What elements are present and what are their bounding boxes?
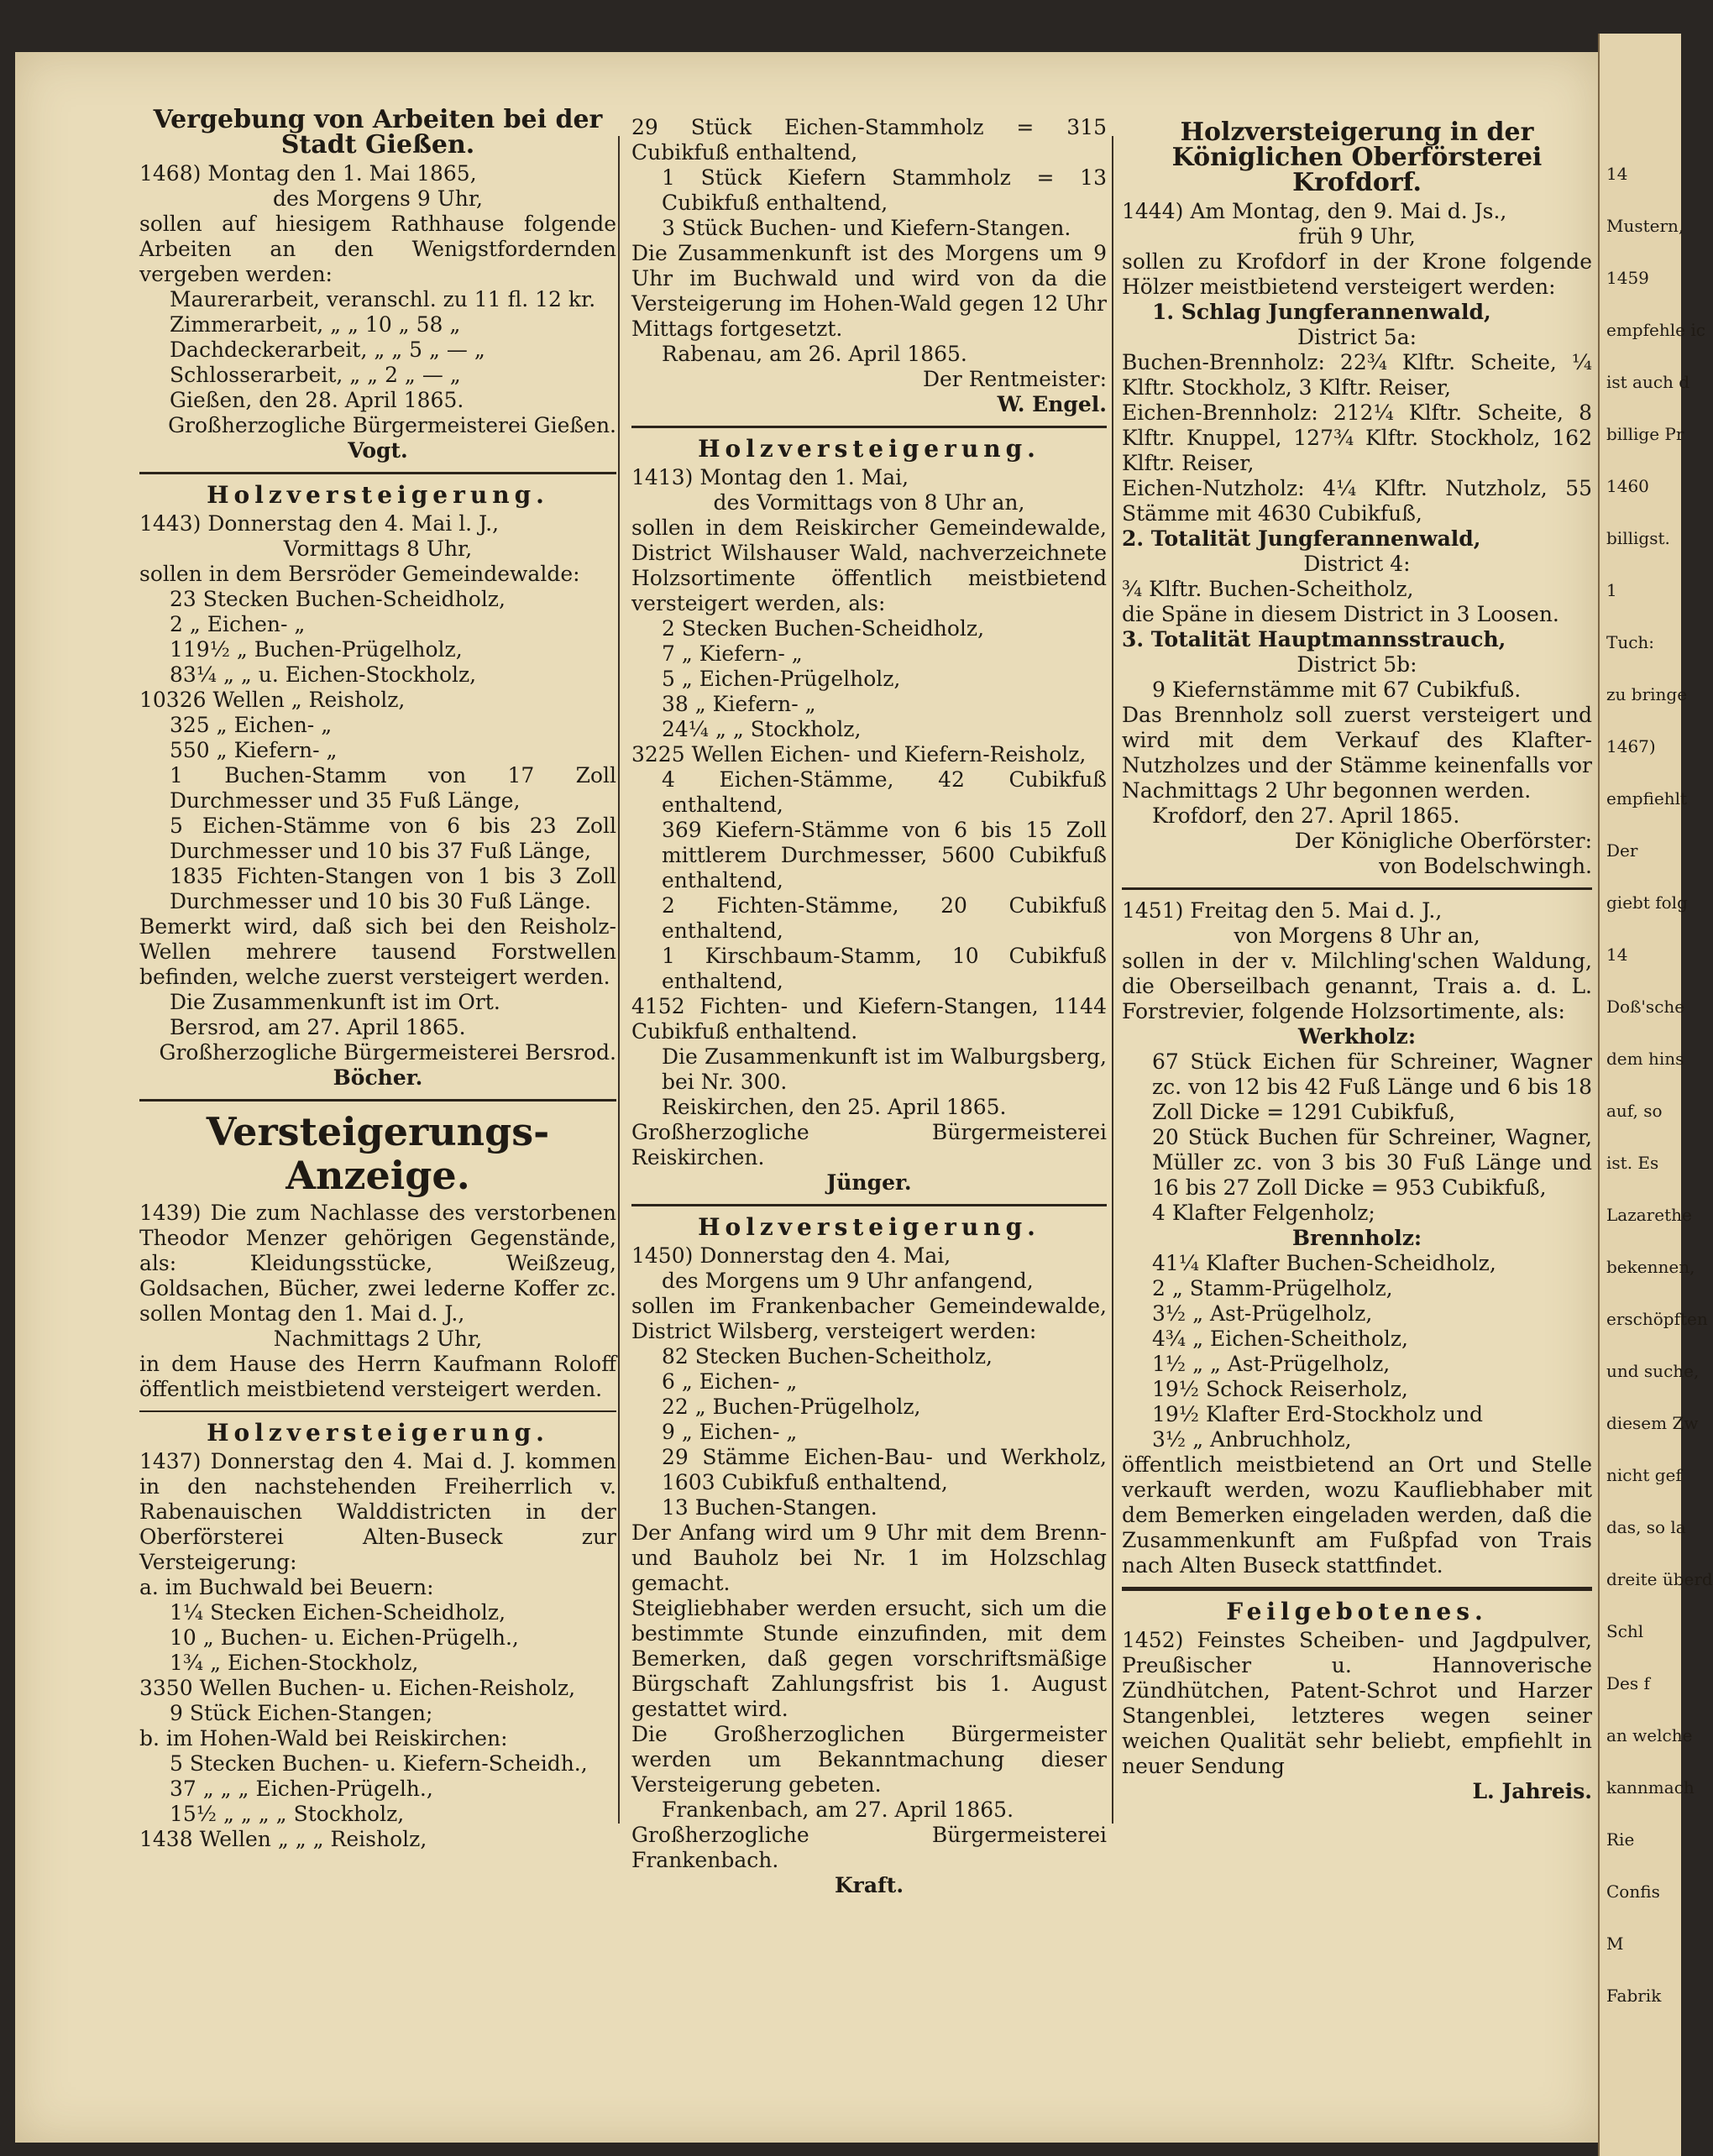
notice-1413	[631, 437, 1107, 1196]
notice-signature: Großherzogliche Bürgermeisterei Frankenbach.	[631, 1823, 1107, 1872]
notice-line: Bersrod, am 27. April 1865.	[170, 1015, 466, 1039]
adjacent-page-fragment: 1	[1606, 580, 1617, 600]
list-item: 3½ „ Ast-Prügelholz,	[1152, 1301, 1373, 1326]
notice-line: des Vormittags von 8 Uhr an,	[713, 490, 1025, 515]
adjacent-page-fragment: Doß'sche	[1606, 997, 1685, 1017]
list-item: 13 Buchen-Stangen.	[662, 1495, 877, 1520]
adjacent-page-fragment: auf, so	[1606, 1101, 1663, 1121]
list-item: 24¼ „ „ Stockholz,	[662, 717, 862, 741]
list-item: 29 Stämme Eichen-Bau- und Werkholz, 1603 Cubikfuß enthaltend,	[662, 1445, 1107, 1494]
adjacent-page-fragment: erschöpften	[1606, 1309, 1708, 1329]
section-divider	[139, 472, 616, 474]
notice-subheading: 2. Totalität Jungferannenwald,	[1122, 526, 1481, 551]
adjacent-page-fragment: dreite überd	[1606, 1569, 1713, 1589]
notice-subheading: 3. Totalität Hauptmannsstrauch,	[1122, 627, 1506, 652]
notice-title: Holzversteigerung.	[698, 1213, 1040, 1241]
adjacent-page-fragment: Tuch:	[1606, 632, 1655, 652]
notice-1443	[139, 483, 616, 1091]
list-item: 6 „ Eichen- „	[662, 1369, 798, 1394]
adjacent-page-fragment: kannmach	[1606, 1777, 1695, 1798]
notice-signature: von Bodelschwingh.	[1379, 854, 1592, 878]
notice-signature: Vogt.	[348, 438, 408, 463]
notice-signature: W. Engel.	[997, 392, 1107, 416]
list-item: 1 Buchen-Stamm von 17 Zoll Durchmesser und 35 Fuß Länge,	[170, 763, 616, 813]
notice-1437-continued	[631, 115, 1107, 417]
adjacent-page-fragment: das, so la	[1606, 1517, 1686, 1537]
notice-line: des Morgens um 9 Uhr anfangend,	[662, 1269, 1034, 1293]
notice-signature: Der Rentmeister:	[922, 367, 1107, 391]
adjacent-page-fragment: empfiehlt	[1606, 788, 1688, 808]
column-1	[139, 102, 616, 1852]
notice-line: Krofdorf, den 27. April 1865.	[1152, 803, 1460, 828]
notice-title: Holzversteigerung.	[698, 435, 1040, 463]
adjacent-page-fragment: giebt folg	[1606, 892, 1688, 913]
notice-line: 1437) Donnerstag den 4. Mai d. J. kommen in den nachstehenden Freiherrlich v. Rabenauischen Walddistricten in der Oberförsterei Alten-Buseck zur Versteigerung:	[139, 1449, 616, 1574]
list-item: 4¾ „ Eichen-Scheitholz,	[1152, 1327, 1409, 1351]
notice-signature: Kraft.	[834, 1873, 904, 1897]
notice-line: Das Brennholz soll zuerst versteigert und wird mit dem Verkauf des Klafter-Nutzholzes und der Stämme keinenfalls vor Nachmittags 2 Uhr begonnen werden.	[1122, 703, 1592, 803]
notice-line: Gießen, den 28. April 1865.	[170, 388, 464, 412]
adjacent-page-fragment: Rie	[1606, 1829, 1635, 1850]
adjacent-page-fragment: Lazarethe	[1606, 1205, 1692, 1225]
section-divider	[1122, 1587, 1592, 1591]
notice-line: Dachdeckerarbeit, „ „ 5 „ — „	[170, 338, 485, 362]
list-item: 7 „ Kiefern- „	[662, 641, 803, 666]
list-item: 2 „ Stamm-Prügelholz,	[1152, 1276, 1393, 1300]
notice-1468	[139, 107, 616, 463]
section-divider	[1122, 887, 1592, 890]
list-item: 67 Stück Eichen für Schreiner, Wagner zc. von 12 bis 42 Fuß Länge und 6 bis 18 Zoll Dicke = 1291 Cubikfuß,	[1152, 1049, 1592, 1124]
list-item: 3350 Wellen Buchen- u. Eichen-Reisholz,	[139, 1676, 576, 1700]
list-item: 10 „ Buchen- u. Eichen-Prügelh.,	[170, 1625, 519, 1650]
notice-1452	[1122, 1599, 1592, 1804]
notice-line: Maurerarbeit, veranschl. zu 11 fl. 12 kr.	[170, 287, 596, 311]
list-item: 10326 Wellen „ Reisholz,	[139, 688, 406, 712]
notice-line: in dem Hause des Herrn Kaufmann Roloff öffentlich meistbietend versteigert werden.	[139, 1352, 616, 1401]
list-item: 2 „ Eichen- „	[170, 612, 306, 636]
notice-line: öffentlich meistbietend an Ort und Stelle verkauft werden, wozu Kaufliebhaber mit dem Bemerken eingeladen werden, daß die Zusammenkunft am Fußpfad von Trais nach Alten Buseck stattfindet.	[1122, 1452, 1592, 1578]
list-item: 9 „ Eichen- „	[662, 1420, 798, 1444]
notice-line: sollen in dem Bersröder Gemeindewalde:	[139, 562, 580, 586]
adjacent-page-fragment: M	[1606, 1934, 1624, 1954]
list-item: 3225 Wellen Eichen- und Kiefern-Reisholz,	[631, 742, 1087, 767]
notice-subheading: District 4:	[1303, 552, 1411, 576]
adjacent-page-fragment: 1467)	[1606, 736, 1656, 756]
adjacent-page-fragment: ist. Es	[1606, 1153, 1659, 1173]
list-item: 325 „ Eichen- „	[170, 713, 333, 737]
notice-title: Holzversteigerung in der Königlichen Oberförsterei Krofdorf.	[1171, 118, 1543, 197]
adjacent-page-fragment: und suche,	[1606, 1361, 1700, 1381]
list-item: 4 Klafter Felgenholz;	[1152, 1201, 1375, 1225]
section-title: Feilgebotenes.	[1226, 1598, 1488, 1625]
notice-line: Der Anfang wird um 9 Uhr mit dem Brenn- und Bauholz bei Nr. 1 im Holzschlag gemacht.	[631, 1520, 1107, 1595]
list-item: 9 Kiefernstämme mit 67 Cubikfuß.	[1152, 678, 1522, 702]
notice-line: 1444) Am Montag, den 9. Mai d. Js.,	[1122, 199, 1507, 223]
notice-subheading: Brennholz:	[1291, 1226, 1422, 1250]
adjacent-page-edge	[1598, 34, 1713, 2156]
list-item: Eichen-Brennholz: 212¼ Klftr. Scheite, 8 Klftr. Knuppel, 127¾ Klftr. Stockholz, 162 Klftr. Reiser,	[1122, 400, 1592, 475]
list-item: 3½ „ Anbruchholz,	[1152, 1427, 1352, 1452]
adjacent-page-fragment: Der	[1606, 840, 1638, 861]
notice-signature: Böcher.	[333, 1065, 423, 1090]
list-item: 37 „ „ „ Eichen-Prügelh.,	[170, 1777, 433, 1801]
adjacent-page-fragment: zu bringe	[1606, 684, 1688, 704]
column-rule	[618, 136, 620, 1824]
notice-subheading: District 5b:	[1297, 652, 1417, 677]
list-item: 83¼ „ „ u. Eichen-Stockholz,	[170, 662, 477, 687]
list-item: 1¾ „ Eichen-Stockholz,	[170, 1651, 419, 1675]
adjacent-page-fragment: billige Pr	[1606, 424, 1684, 444]
list-item: 5 Stecken Buchen- u. Kiefern-Scheidh.,	[170, 1751, 588, 1776]
notice-line: Bemerkt wird, daß sich bei den Reisholz-Wellen mehrere tausend Forstwellen befinden, welche zuerst versteigert werden.	[139, 914, 616, 989]
list-item: Buchen-Brennholz: 22¾ Klftr. Scheite, ¼ Klftr. Stockholz, 3 Klftr. Reiser,	[1122, 350, 1592, 400]
notice-subheading: Werkholz:	[1297, 1024, 1417, 1049]
notice-line: sollen in dem Reiskircher Gemeindewalde, District Wilshauser Wald, nachverzeichnete Holzsortimente öffentlich meistbietend versteigert werden, als:	[631, 515, 1107, 615]
list-item: 369 Kiefern-Stämme von 6 bis 15 Zoll mittlerem Durchmesser, 5600 Cubikfuß enthaltend,	[662, 818, 1107, 892]
notice-line: Vormittags 8 Uhr,	[283, 536, 473, 561]
newspaper-page	[15, 52, 1598, 2143]
list-item: 1 Stück Kiefern Stammholz = 13 Cubikfuß enthaltend,	[662, 165, 1107, 215]
list-item: 23 Stecken Buchen-Scheidholz,	[170, 587, 506, 611]
notice-line: Schlosserarbeit, „ „ 2 „ — „	[170, 363, 461, 387]
notice-line: Die Zusammenkunft ist im Walburgsberg, bei Nr. 300.	[662, 1044, 1107, 1094]
notice-title: Holzversteigerung.	[207, 481, 549, 509]
notice-title: Versteigerungs-Anzeige.	[206, 1109, 550, 1198]
list-item: 19½ Klafter Erd-Stockholz und	[1152, 1402, 1484, 1426]
adjacent-page-fragment: billigst.	[1606, 528, 1670, 548]
adjacent-page-fragment: 1459	[1606, 268, 1649, 288]
notice-line: sollen in der v. Milchling'schen Waldung, die Oberseilbach genannt, Trais a. d. L. Forstrevier, folgende Holzsortimente, als:	[1122, 949, 1592, 1023]
notice-line: Steigliebhaber werden ersucht, sich um die bestimmte Stunde einzufinden, mit dem Bemerken, daß gegen vorschriftsmäßige Bürgschaft Zahlungsfrist bis 1. August gestattet wird.	[631, 1596, 1107, 1721]
notice-subheading: a. im Buchwald bei Beuern:	[139, 1575, 434, 1599]
list-item: 2 Stecken Buchen-Scheidholz,	[662, 616, 985, 641]
list-item: 41¼ Klafter Buchen-Scheidholz,	[1152, 1251, 1496, 1275]
notice-line: 1452) Feinstes Scheiben- und Jagdpulver, Preußischer u. Hannoverische Zündhütchen, Patent-Schrot und Harzer Stangenblei, letzteres wegen seiner weichen Qualität sehr beliebt, empfiehlt in neuer Sendung	[1122, 1628, 1592, 1778]
list-item: Eichen-Nutzholz: 4¼ Klftr. Nutzholz, 55 Stämme mit 4630 Cubikfuß,	[1122, 476, 1592, 526]
notice-1450	[631, 1215, 1107, 1898]
adjacent-page-fragment: Schl	[1606, 1621, 1644, 1641]
list-item: 5 „ Eichen-Prügelholz,	[662, 667, 901, 691]
notice-1444	[1122, 120, 1592, 879]
notice-line: 1450) Donnerstag den 4. Mai,	[631, 1243, 951, 1268]
adjacent-page-fragment: Fabrik	[1606, 1986, 1662, 2006]
adjacent-page-fragment: 14	[1606, 164, 1628, 184]
list-item: 4 Eichen-Stämme, 42 Cubikfuß enthaltend,	[662, 767, 1107, 817]
list-item: 1 Kirschbaum-Stamm, 10 Cubikfuß enthaltend,	[662, 944, 1107, 993]
notice-line: 1439) Die zum Nachlasse des verstorbenen Theodor Menzer gehörigen Gegenstände, als: Kleidungsstücke, Weißzeug, Goldsachen, Bücher, zwei lederne Koffer zc. sollen Montag den 1. Mai d. J.,	[139, 1201, 616, 1326]
notice-line: Die Zusammenkunft ist des Morgens um 9 Uhr im Buchwald und wird von da die Versteigerung im Hohen-Wald gegen 12 Uhr Mittags fortgesetzt.	[631, 241, 1107, 341]
notice-line: Rabenau, am 26. April 1865.	[662, 342, 967, 366]
notice-1437	[139, 1421, 616, 1852]
list-item: 4152 Fichten- und Kiefern-Stangen, 1144 Cubikfuß enthaltend.	[631, 994, 1107, 1044]
adjacent-page-fragment: empfehle ic	[1606, 320, 1705, 340]
list-item: 15½ „ „ „ „ Stockholz,	[170, 1802, 405, 1826]
notice-subheading: District 5a:	[1297, 325, 1417, 349]
notice-signature: L. Jahreis.	[1472, 1779, 1592, 1803]
notice-signature: Großherzogliche Bürgermeisterei Gießen.	[168, 413, 616, 437]
adjacent-page-fragment: Des f	[1606, 1673, 1650, 1693]
notice-signature: Jünger.	[826, 1170, 912, 1195]
list-item: 550 „ Kiefern- „	[170, 738, 338, 762]
adjacent-page-fragment: Mustern,	[1606, 216, 1684, 236]
notice-signature: Der Königliche Oberförster:	[1294, 829, 1592, 853]
list-item: 29 Stück Eichen-Stammholz = 315 Cubikfuß enthaltend,	[631, 115, 1107, 165]
list-item: 1½ „ „ Ast-Prügelholz,	[1152, 1352, 1391, 1376]
notice-line: sollen im Frankenbacher Gemeindewalde, District Wilsberg, versteigert werden:	[631, 1294, 1107, 1343]
list-item: 1438 Wellen „ „ „ Reisholz,	[139, 1827, 427, 1851]
list-item: 1¼ Stecken Eichen-Scheidholz,	[170, 1600, 506, 1625]
notice-subheading: 1. Schlag Jungferannenwald,	[1152, 300, 1491, 324]
notice-line: Nachmittags 2 Uhr,	[273, 1327, 483, 1351]
adjacent-page-fragment: diesem Zw	[1606, 1413, 1699, 1433]
notice-line: Frankenbach, am 27. April 1865.	[662, 1798, 1014, 1822]
notice-line: sollen auf hiesigem Rathhause folgende Arbeiten an den Wenigstfordernden vergeben werden:	[139, 212, 616, 286]
notice-line: sollen zu Krofdorf in der Krone folgende Hölzer meistbietend versteigert werden:	[1122, 249, 1592, 299]
notice-line: Die Großherzoglichen Bürgermeister werden um Bekanntmachung dieser Versteigerung gebeten.	[631, 1722, 1107, 1797]
adjacent-page-fragment: dem hins	[1606, 1049, 1684, 1069]
section-divider	[631, 426, 1107, 428]
list-item: 20 Stück Buchen für Schreiner, Wagner, Müller zc. von 3 bis 30 Fuß Länge und 16 bis 27 Zoll Dicke = 953 Cubikfuß,	[1152, 1125, 1592, 1200]
list-item: 19½ Schock Reiserholz,	[1152, 1377, 1408, 1401]
list-item: 38 „ Kiefern- „	[662, 692, 816, 716]
notice-line: Die Zusammenkunft ist im Ort.	[170, 990, 500, 1014]
adjacent-page-fragment: 1460	[1606, 476, 1649, 496]
notice-signature: Großherzogliche Bürgermeisterei Bersrod.	[159, 1040, 616, 1065]
notice-line: Reiskirchen, den 25. April 1865.	[662, 1095, 1007, 1119]
notice-line: 1451) Freitag den 5. Mai d. J.,	[1122, 898, 1443, 923]
notice-line: 1468) Montag den 1. Mai 1865,	[139, 161, 477, 186]
list-item: 1835 Fichten-Stangen von 1 bis 3 Zoll Durchmesser und 10 bis 30 Fuß Länge.	[170, 864, 616, 913]
notice-line: des Morgens 9 Uhr,	[272, 186, 484, 211]
list-item: 82 Stecken Buchen-Scheitholz,	[662, 1344, 993, 1368]
notice-line: Zimmerarbeit, „ „ 10 „ 58 „	[170, 312, 461, 337]
list-item: ¾ Klftr. Buchen-Scheitholz,	[1122, 577, 1414, 601]
adjacent-page-fragment: Confis	[1606, 1881, 1660, 1902]
notice-line: 1413) Montag den 1. Mai,	[631, 465, 909, 489]
list-item: 9 Stück Eichen-Stangen;	[170, 1701, 433, 1725]
adjacent-page-fragment: 14	[1606, 945, 1628, 965]
list-item: die Späne in diesem District in 3 Loosen.	[1122, 602, 1559, 626]
adjacent-page-fragment: an welche	[1606, 1725, 1693, 1745]
column-rule	[1112, 136, 1113, 1824]
notice-1439	[139, 1110, 616, 1402]
list-item: 5 Eichen-Stämme von 6 bis 23 Zoll Durchmesser und 10 bis 37 Fuß Länge,	[170, 814, 616, 863]
list-item: 2 Fichten-Stämme, 20 Cubikfuß enthaltend,	[662, 893, 1107, 943]
notice-line: von Morgens 8 Uhr an,	[1234, 924, 1480, 948]
notice-1451	[1122, 898, 1592, 1578]
section-divider	[631, 1204, 1107, 1206]
column-3	[1122, 115, 1592, 1804]
adjacent-page-fragment: ist auch d	[1606, 372, 1690, 392]
column-2	[631, 115, 1107, 1898]
notice-subheading: b. im Hohen-Wald bei Reiskirchen:	[139, 1726, 508, 1750]
list-item: 119½ „ Buchen-Prügelholz,	[170, 637, 463, 662]
notice-signature: Großherzogliche Bürgermeisterei Reiskirchen.	[631, 1120, 1107, 1170]
section-divider	[139, 1410, 616, 1412]
notice-line: 1443) Donnerstag den 4. Mai l. J.,	[139, 511, 500, 536]
adjacent-page-fragment: bekennen,	[1606, 1257, 1695, 1277]
notice-line: früh 9 Uhr,	[1298, 224, 1416, 249]
notice-title: Holzversteigerung.	[207, 1419, 549, 1447]
section-divider	[139, 1099, 616, 1102]
adjacent-page-text	[1600, 34, 1713, 2010]
list-item: 3 Stück Buchen- und Kiefern-Stangen.	[662, 216, 1071, 240]
adjacent-page-fragment: nicht gef	[1606, 1465, 1682, 1485]
list-item: 22 „ Buchen-Prügelholz,	[662, 1395, 921, 1419]
notice-title: Vergebung von Arbeiten bei der Stadt Gießen.	[153, 105, 603, 160]
